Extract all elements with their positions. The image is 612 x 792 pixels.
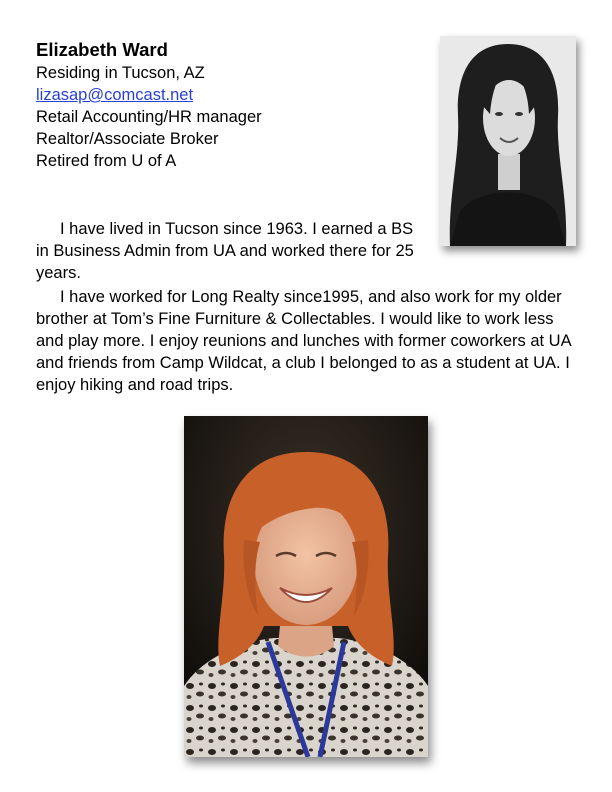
bio-section [36, 218, 571, 398]
bio-paragraph-2: I have worked for Long Realty since1995, and also work for my older brother at Tom’s Fine Furniture & Collectables. I would like to work less and play more. I enjoy reunions and lunches with former coworkers at UA and friends from Camp Wildcat, a club I belonged to as a student at UA. I enjoy hiking and road trips. [36, 288, 571, 394]
person-name: Elizabeth Ward [36, 39, 168, 60]
residence-text: Residing in Tucson, AZ [36, 64, 205, 82]
yearbook-portrait-image [440, 36, 576, 246]
profile-header [36, 38, 426, 172]
role-line-3: Retired from U of A [36, 152, 177, 170]
recent-portrait-image [184, 416, 428, 757]
email-link[interactable]: lizasap@comcast.net [36, 86, 194, 104]
bio-paragraph-1: I have lived in Tucson since 1963. I earned a BS in Business Admin from UA and worked there for 25 years. [36, 220, 414, 282]
role-line-1: Retail Accounting/HR manager [36, 108, 262, 126]
role-line-2: Realtor/Associate Broker [36, 130, 219, 148]
yearbook-photo [440, 36, 576, 246]
recent-photo [184, 416, 428, 757]
